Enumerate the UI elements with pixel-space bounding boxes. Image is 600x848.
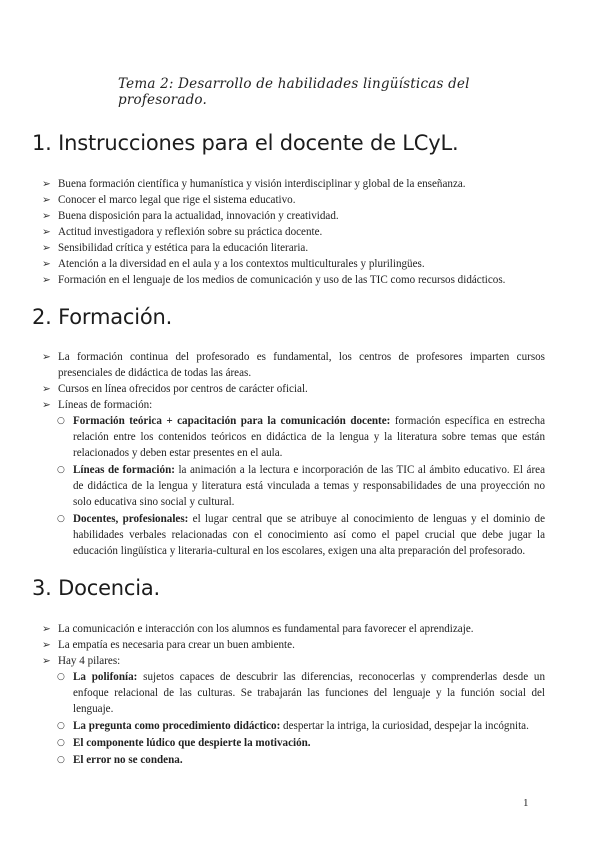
- page-number: 1: [523, 797, 529, 809]
- arrow-bullet-icon: ➢: [42, 194, 51, 206]
- arrow-bullet-icon: ➢: [42, 639, 51, 651]
- section-heading-formacion: 2. Formación.: [32, 305, 173, 329]
- circle-bullet-icon: ○: [57, 514, 65, 524]
- circle-bullet-icon: ○: [57, 672, 65, 682]
- list-item: ➢ Formación en el lenguaje de los medios de comunicación y uso de las TIC como recursos didácticos.: [42, 274, 506, 286]
- sub-list-item: ○ Docentes, profesionales: el lugar central que se atribuye al conocimiento de lenguas y el dominio de habilidades verbales relacionadas con el conocimiento así como el papel crucial que debe jugar la educación lingüística y literaria-cultural en los escolares, exigen una alta preparación del profesorado.: [57, 513, 545, 557]
- page-header: Tema 2: Desarrollo de habilidades lingüísticas del profesorado.: [118, 76, 470, 108]
- list-item: ➢ La empatía es necesaria para crear un buen ambiente.: [42, 639, 295, 651]
- section-3-list: [42, 621, 545, 769]
- list-item: ➢ Actitud investigadora y reflexión sobre su práctica docente.: [42, 226, 323, 238]
- arrow-bullet-icon: ➢: [42, 210, 51, 222]
- arrow-bullet-icon: ➢: [42, 274, 51, 286]
- list-item: ➢ La formación continua del profesorado es fundamental, los centros de profesores imparten cursos presenciales de didáctica de todas las áreas.: [42, 351, 545, 379]
- arrow-bullet-icon: ➢: [42, 655, 51, 667]
- list-item: ➢ Hay 4 pilares:: [42, 655, 121, 667]
- sub-list-item: ○ Formación teórica + capacitación para la comunicación docente: formación específica en estrecha relación entre los contenidos teóricos en didáctica de la lengua y la literatura sobre temas que están relacionados y deben estar presentes en el aula.: [57, 415, 545, 459]
- list-item: ➢ Sensibilidad crítica y estética para la educación literaria.: [42, 242, 309, 254]
- circle-bullet-icon: ○: [57, 465, 65, 475]
- section-2-list: [42, 349, 545, 560]
- section-heading-docencia: 3. Docencia.: [32, 576, 161, 600]
- arrow-bullet-icon: ➢: [42, 383, 51, 395]
- arrow-bullet-icon: ➢: [42, 226, 51, 238]
- sub-list-item: ○ La polifonía: sujetos capaces de descubrir las diferencias, reconocerlas y comprenderlas desde un enfoque relacional de las culturas. Se trabajarán las funciones del lenguaje y la función social del lenguaje.: [57, 671, 545, 715]
- list-item: ➢ Buena disposición para la actualidad, innovación y creatividad.: [42, 210, 339, 222]
- list-item: ➢ Líneas de formación:: [42, 399, 153, 411]
- arrow-bullet-icon: ➢: [42, 351, 51, 363]
- list-item: ➢ Conocer el marco legal que rige el sistema educativo.: [42, 194, 296, 206]
- arrow-bullet-icon: ➢: [42, 399, 51, 411]
- arrow-bullet-icon: ➢: [42, 623, 51, 635]
- list-item: ➢ Atención a la diversidad en el aula y a los contextos multiculturales y plurilingües.: [42, 258, 425, 270]
- circle-bullet-icon: ○: [57, 721, 65, 731]
- circle-bullet-icon: ○: [57, 738, 65, 748]
- sub-list-item: ○ El error no se condena.: [57, 754, 183, 766]
- circle-bullet-icon: ○: [57, 755, 65, 765]
- circle-bullet-icon: ○: [57, 416, 65, 426]
- arrow-bullet-icon: ➢: [42, 178, 51, 190]
- sub-list-item: ○ El componente lúdico que despierte la motivación.: [57, 737, 311, 749]
- sub-list-item: ○ Líneas de formación: la animación a la lectura e incorporación de las TIC al ámbito educativo. El área de didáctica de la lengua y literatura está vinculada a temas y responsabilidades de una proyección no solo educativa sino social y cultural.: [57, 464, 545, 508]
- list-item: ➢ Buena formación científica y humanística y visión interdisciplinar y global de la enseñanza.: [42, 178, 466, 190]
- sub-list-item: ○ La pregunta como procedimiento didáctico: despertar la intriga, la curiosidad, despejar la incógnita.: [57, 720, 529, 732]
- arrow-bullet-icon: ➢: [42, 258, 51, 270]
- list-item: ➢ Cursos en línea ofrecidos por centros de carácter oficial.: [42, 383, 308, 395]
- list-item: ➢ La comunicación e interacción con los alumnos es fundamental para favorecer el aprendizaje.: [42, 623, 474, 635]
- section-heading-instrucciones: 1. Instrucciones para el docente de LCyL.: [32, 131, 459, 155]
- section-1-list: [42, 176, 545, 288]
- arrow-bullet-icon: ➢: [42, 242, 51, 254]
